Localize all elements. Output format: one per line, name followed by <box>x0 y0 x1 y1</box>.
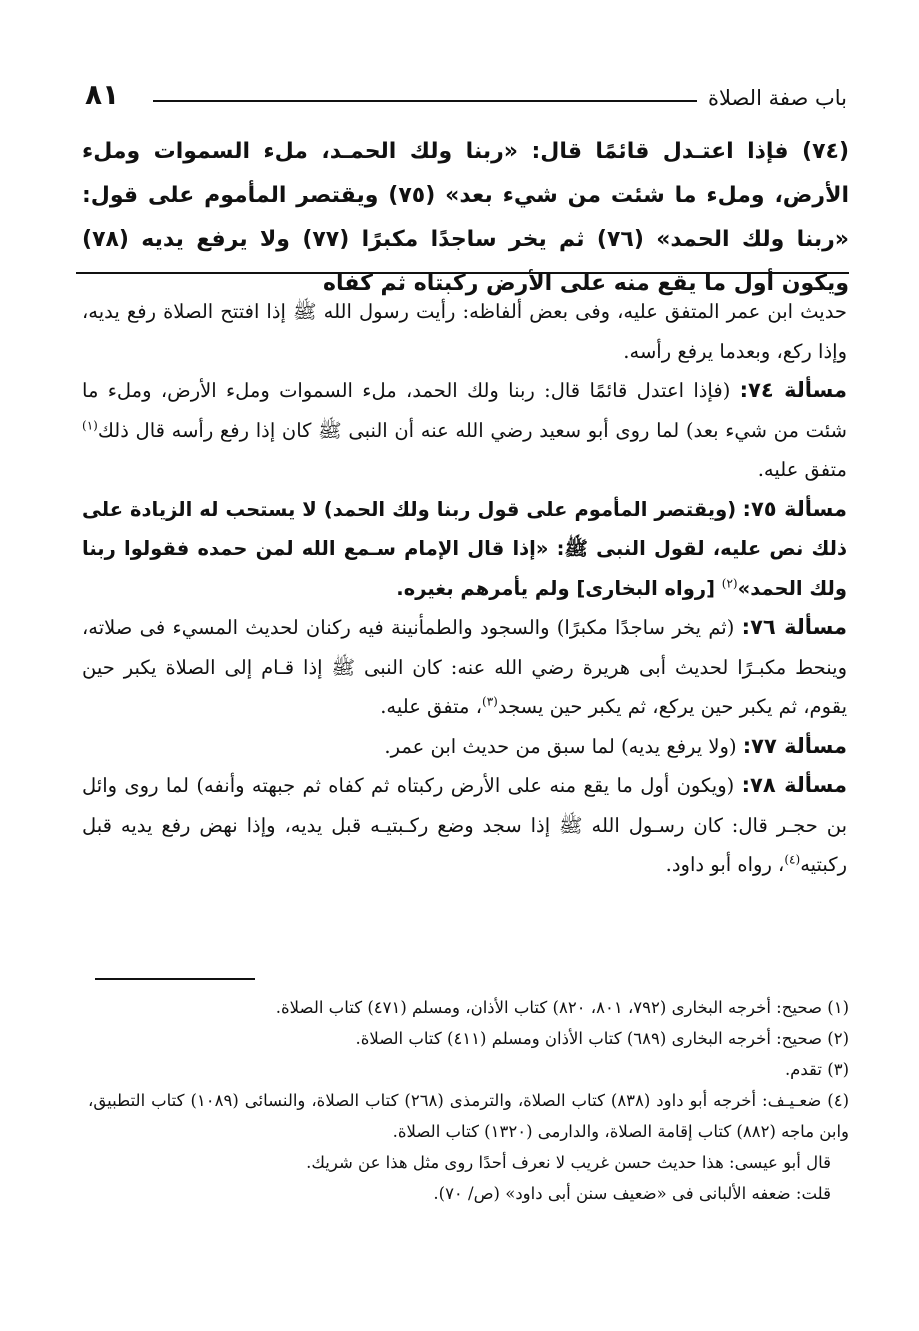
chapter-title: باب صفة الصلاة <box>707 86 847 110</box>
footnote-1: (١) صحيح: أخرجه البخارى (٧٩٢، ٨٠١، ٨٢٠) كتاب الأذان، ومسلم (٤٧١) كتاب الصلاة. <box>275 998 849 1017</box>
footnote-ref: (٤) <box>784 852 801 867</box>
masala-label: مسألة ٧٨: <box>741 773 847 797</box>
footnote-4-note-2: قلت: ضعفه الألبانى فى «ضعيف سنن أبى داود» (ص/ ٧٠). <box>433 1184 831 1203</box>
masala-77 <box>82 727 847 767</box>
footnote-ref: (٣) <box>482 694 498 709</box>
masala-74 <box>82 371 847 490</box>
masala-label: مسألة ٧٦: <box>741 615 848 639</box>
footnote-4: (٤) ضعـيـف: أخرجه أبو داود (٨٣٨) كتاب الصلاة، والترمذى (٢٦٨) كتاب الصلاة، والنسائى (١٠٨٩) كتاب التطبيق، وابن ماجه (٨٨٢) كتاب إقامة الصلاة، والدارمى (١٣٢٠) كتاب الصلاة. <box>88 1091 849 1141</box>
masala-label: مسألة ٧٤: <box>739 378 847 402</box>
masala-text: ، رواه أبو داود. <box>665 853 785 876</box>
commentary-intro: حديث ابن عمر المتفق عليه، وفى بعض ألفاظه: رأيت رسول الله ﷺ إذا افتتح الصلاة رفع يديه، وإذا ركع، وبعدما يرفع رأسه. <box>82 300 847 363</box>
masala-78 <box>82 766 847 885</box>
masala-text: [رواه البخارى] ولم يأمرهم بغيره. <box>396 576 722 600</box>
header-rule <box>153 100 697 102</box>
masala-text: (ويقتصر المأموم على قول ربنا ولك الحمد) لا يستحب له الزيادة على ذلك نص عليه، لقول النبى ﷺ: «إذا قال الإمام سـمع الله لمن حمده فقولوا ربنا ولك الحمد» <box>82 497 847 600</box>
masala-label: مسألة ٧٧: <box>742 733 847 758</box>
footnotes-divider <box>95 978 255 980</box>
masala-text: متفق عليه. <box>757 458 847 481</box>
masala-text: ، متفق عليه. <box>380 695 482 718</box>
footnote-4-note-1: قال أبو عيسى: هذا حديث حسن غريب لا نعرف أحدًا روى مثل هذا عن شريك. <box>306 1153 831 1172</box>
footnote-3: (٣) تقدم. <box>784 1060 849 1079</box>
page-header <box>85 78 847 122</box>
commentary <box>82 292 847 885</box>
main-matn-text: (٧٤) فإذا اعتـدل قائمًا قال: «ربنا ولك الحمـد، ملء السموات وملء الأرض، وملء ما شئت من شيء بعد» (٧٥) ويقتصر المأموم على قول: «ربنا ولك الحمد» (٧٦) ثم يخر ساجدًا مكبرًا (٧٧) ولا يرفع يديه (٧٨) ويكون أول ما يقع منه على الأرض ركبتاه ثم كفاه <box>82 139 849 296</box>
masala-76 <box>82 608 847 727</box>
masala-text: (ولا يرفع يديه) لما سبق من حديث ابن عمر. <box>384 734 737 758</box>
page-number: ٨١ <box>85 78 120 111</box>
footnote-ref: (١) <box>82 418 98 432</box>
footnote-2: (٢) صحيح: أخرجه البخارى (٦٨٩) كتاب الأذان ومسلم (٤١١) كتاب الصلاة. <box>355 1029 849 1048</box>
masala-text: (فإذا اعتدل قائمًا قال: ربنا ولك الحمد، ملء السموات وملء الأرض، وملء ما شئت من شيء بعد) لما روى أبو سعيد رضي الله عنه أن النبى ﷺ كان إذا رفع رأسه قال ذلك <box>82 379 847 442</box>
footnotes <box>88 992 849 1209</box>
main-text-divider <box>76 272 849 274</box>
masala-75 <box>82 490 847 609</box>
masala-label: مسألة ٧٥: <box>742 496 847 521</box>
masala-text: (ثم يخر ساجدًا مكبرًا) والسجود والطمأنينة فيه ركنان لحديث المسيء فى صلاته، وينحط مكبـرًا لحديث أبى هريرة رضي الله عنه: كان النبى ﷺ إذا قـام إلى الصلاة يكبر حين يقوم، ثم يكبر حين يركع، ثم يكبر حين يسجد <box>82 616 847 718</box>
masala-text: (ويكون أول ما يقع منه على الأرض ركبتاه ثم كفاه ثم جبهته وأنفه) لما روى وائل بن حجـر قال: كان رسـول الله ﷺ إذا سجد وضع ركـبتيـه قبل يديه، وإذا نهض رفع يديه قبل ركبتيه <box>82 774 847 876</box>
footnote-ref: (٢) <box>721 576 738 590</box>
